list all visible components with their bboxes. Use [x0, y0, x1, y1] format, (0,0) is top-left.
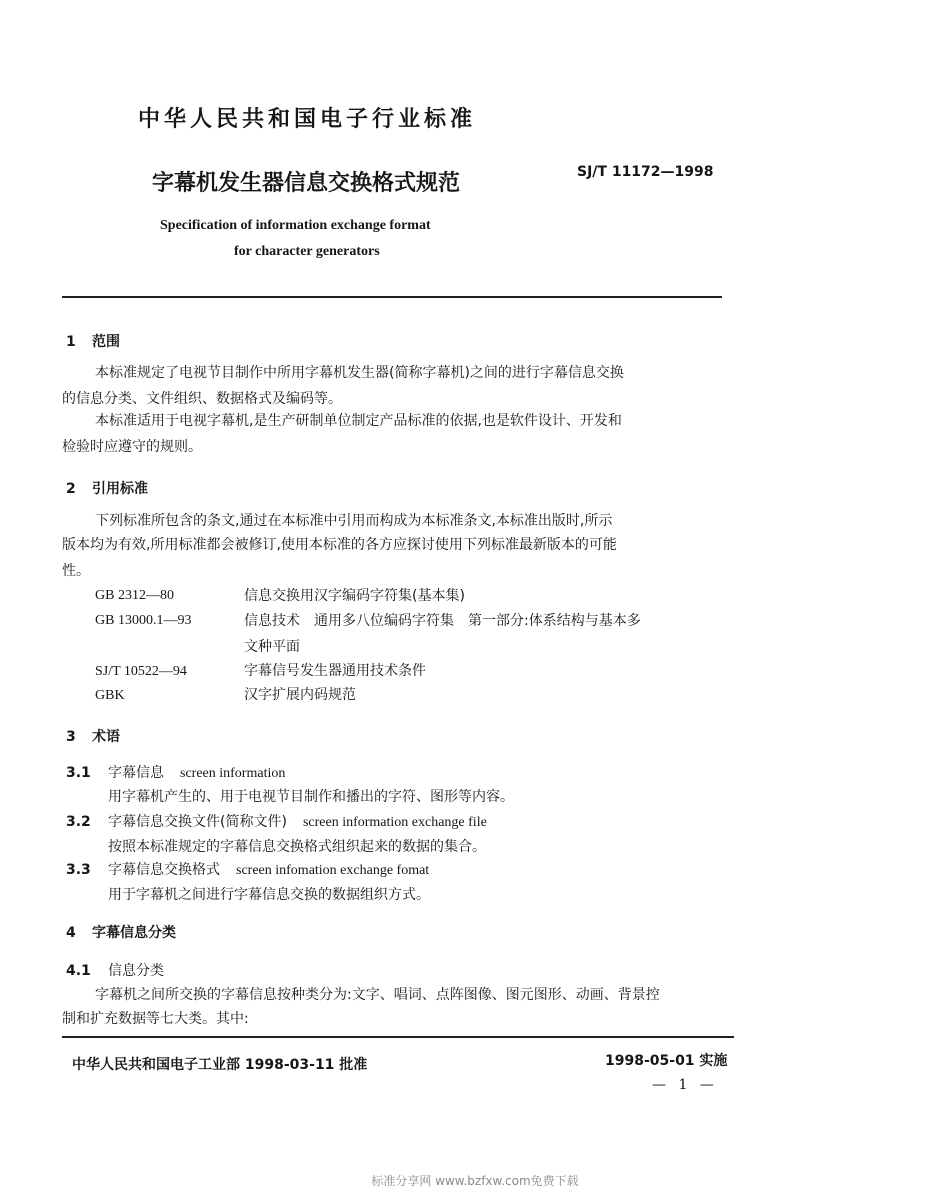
- section-2-heading: [66, 478, 148, 498]
- section-4-title: 字幕信息分类: [92, 925, 176, 941]
- header-divider: [62, 296, 722, 298]
- ref-code: GB 13000.1—93: [95, 613, 192, 628]
- section-1-para2-line2: 检验时应遵守的规则。: [62, 439, 202, 455]
- approval-note: 中华人民共和国电子工业部 1998-03-11 批准: [72, 1057, 368, 1073]
- ref-name-continued: 文种平面: [244, 639, 300, 655]
- ref-name: 字幕信号发生器通用技术条件: [244, 663, 426, 679]
- standard-code: SJ/T 11172—1998: [577, 164, 714, 180]
- section-1-para1-line1: 本标准规定了电视节目制作中所用字幕机发生器(简称字幕机)之间的进行字幕信息交换: [95, 365, 624, 381]
- term-en: screen information: [180, 766, 286, 781]
- standard-category: 中华人民共和国电子行业标准: [138, 107, 477, 132]
- term-item: [66, 859, 429, 879]
- footer-divider: [62, 1036, 734, 1038]
- ref-name: 信息技术 通用多八位编码字符集 第一部分:体系结构与基本多: [244, 613, 641, 629]
- term-item: [66, 762, 285, 782]
- ref-name: 信息交换用汉字编码字符集(基本集): [244, 588, 465, 604]
- watermark-text: 标准分享网 www.bzfxw.com免费下载: [371, 1174, 579, 1188]
- section-2-para1-line2: 版本均为有效,所用标准都会被修订,使用本标准的各方应探讨使用下列标准最新版本的可能: [62, 537, 617, 553]
- subsection-title: 信息分类: [108, 963, 164, 979]
- subsection-number: 4.1: [66, 963, 91, 979]
- section-2-number: 2: [66, 481, 76, 497]
- section-3-title: 术语: [92, 729, 120, 745]
- term-definition: 按照本标准规定的字幕信息交换格式组织起来的数据的集合。: [108, 839, 486, 855]
- document-title-en-line2: for character generators: [234, 244, 380, 259]
- term-number: 3.3: [66, 862, 91, 878]
- ref-code: GB 2312—80: [95, 588, 174, 603]
- section-3-number: 3: [66, 729, 76, 745]
- section-2-para1-line3: 性。: [62, 563, 90, 579]
- term-item: [66, 811, 487, 831]
- section-2-title: 引用标准: [92, 481, 148, 497]
- section-1-title: 范围: [92, 334, 120, 350]
- page-number: — 1 —: [652, 1077, 718, 1093]
- subsection-4-1-heading: [66, 960, 164, 980]
- document-title-zh: 字幕机发生器信息交换格式规范: [152, 171, 461, 196]
- ref-code: GBK: [95, 688, 125, 703]
- section-4-para1-line1: 字幕机之间所交换的字幕信息按种类分为:文字、唱词、点阵图像、图元图形、动画、背景控: [95, 987, 660, 1003]
- document-title-en-line1: Specification of information exchange format: [160, 218, 431, 233]
- section-4-number: 4: [66, 925, 76, 941]
- section-1-number: 1: [66, 334, 76, 350]
- ref-name: 汉字扩展内码规范: [244, 687, 356, 703]
- ref-code: SJ/T 10522—94: [95, 664, 187, 679]
- term-definition: 用字幕机产生的、用于电视节目制作和播出的字符、图形等内容。: [108, 789, 514, 805]
- term-definition: 用于字幕机之间进行字幕信息交换的数据组织方式。: [108, 887, 430, 903]
- section-1-para1-line2: 的信息分类、文件组织、数据格式及编码等。: [62, 391, 342, 407]
- effective-date: 1998-05-01 实施: [605, 1053, 728, 1069]
- term-en: screen infomation exchange fomat: [236, 863, 430, 878]
- section-4-heading: [66, 922, 176, 942]
- term-number: 3.1: [66, 765, 91, 781]
- section-3-heading: [66, 726, 120, 746]
- section-1-para2-line1: 本标准适用于电视字幕机,是生产研制单位制定产品标准的依据,也是软件设计、开发和: [95, 413, 622, 429]
- term-en: screen information exchange file: [302, 815, 487, 830]
- term-number: 3.2: [66, 814, 91, 830]
- section-1-heading: [66, 331, 120, 351]
- term-zh: 字幕信息交换格式: [108, 862, 220, 878]
- section-4-para1-line2: 制和扩充数据等七大类。其中:: [62, 1011, 249, 1027]
- term-zh: 字幕信息交换文件(简称文件): [108, 814, 287, 830]
- term-zh: 字幕信息: [108, 765, 164, 781]
- section-2-para1-line1: 下列标准所包含的条文,通过在本标准中引用而构成为本标准条文,本标准出版时,所示: [95, 513, 613, 529]
